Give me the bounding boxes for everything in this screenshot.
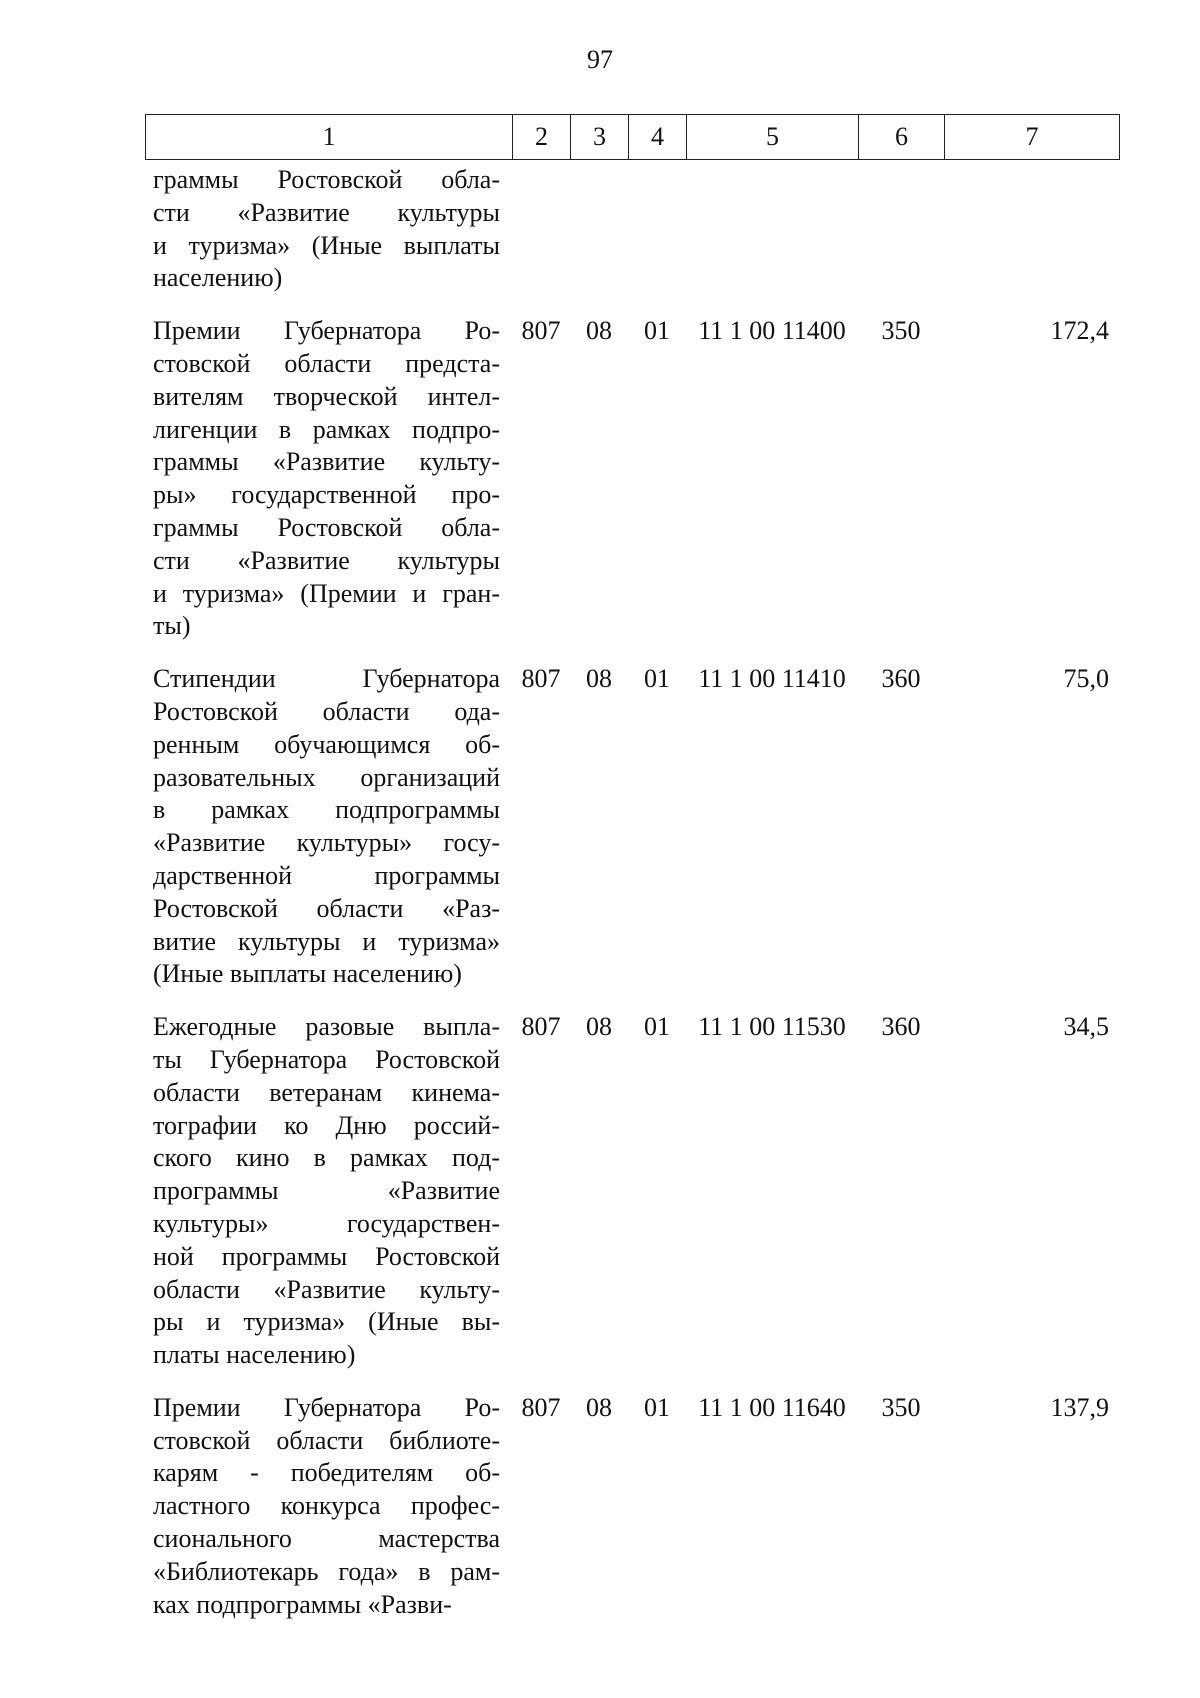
row-description xyxy=(145,164,500,295)
row-cell-c4: 01 xyxy=(644,1392,670,1422)
row-cell-c2: 807 xyxy=(521,316,561,346)
description-line: стовской области предста- xyxy=(153,348,500,378)
row-cell-c5: 11 1 00 11640 xyxy=(698,1392,846,1422)
header-col-6: 6 xyxy=(859,115,945,160)
description-line: программы «Развитие xyxy=(153,1176,500,1206)
row-cell-c6: 360 xyxy=(881,1012,921,1042)
description-line: и туризма» (Премии и гран- xyxy=(153,578,500,608)
row-cell-c3: 08 xyxy=(586,1012,612,1042)
header-col-7: 7 xyxy=(945,115,1120,160)
header-row xyxy=(146,115,1120,160)
description-line: ты) xyxy=(153,611,191,641)
description-line: ры и туризма» (Иные вы- xyxy=(153,1307,500,1337)
description-line: Ежегодные разовые выпла- xyxy=(153,1012,500,1042)
header-col-4: 4 xyxy=(629,115,687,160)
table-body xyxy=(145,164,1119,1641)
row-cell-c3: 08 xyxy=(586,664,612,694)
row-cell-c7: 34,5 xyxy=(1063,1012,1109,1042)
description-line: и туризма» (Иные выплаты xyxy=(153,230,500,260)
row-cell-c4: 01 xyxy=(644,1012,670,1042)
row-cell-c3: 08 xyxy=(586,1392,612,1422)
row-cell-c6: 350 xyxy=(881,316,921,346)
description-line: стовской области библиоте- xyxy=(153,1425,500,1455)
description-line: Ростовской области ода- xyxy=(153,696,500,726)
description-line: (Иные выплаты населению) xyxy=(153,959,462,989)
description-line: дарственной программы xyxy=(153,860,500,890)
description-line: тографии ко Дню россий- xyxy=(153,1110,500,1140)
row-cell-c4: 01 xyxy=(644,664,670,694)
page-number: 97 xyxy=(587,45,613,74)
description-line: в рамках подпрограммы xyxy=(153,795,500,825)
description-line: Стипендии Губернатора xyxy=(153,664,500,694)
table-row xyxy=(145,1392,1119,1622)
description-line: ренным обучающимся об- xyxy=(153,729,500,759)
row-cell-c3: 08 xyxy=(586,316,612,346)
header-col-2: 2 xyxy=(513,115,571,160)
description-line: Премии Губернатора Ро- xyxy=(153,316,500,346)
description-line: ках подпрограммы «Разви- xyxy=(153,1589,452,1619)
description-line: сти «Развитие культуры xyxy=(153,545,500,575)
row-cell-c7: 137,9 xyxy=(1050,1392,1109,1422)
table-row xyxy=(145,164,1119,295)
table-row xyxy=(145,663,1119,991)
row-cell-c2: 807 xyxy=(521,664,561,694)
description-line: Ростовской области «Раз- xyxy=(153,893,500,923)
description-line: Премии Губернатора Ро- xyxy=(153,1392,500,1422)
description-line: ты Губернатора Ростовской xyxy=(153,1044,500,1074)
table-row xyxy=(145,315,1119,643)
row-cell-c4: 01 xyxy=(644,316,670,346)
row-cell-c5: 11 1 00 11530 xyxy=(698,1012,846,1042)
description-line: населению) xyxy=(153,263,283,293)
description-line: ластного конкурса профес- xyxy=(153,1491,500,1521)
row-description xyxy=(145,1011,500,1372)
description-line: граммы «Развитие культу- xyxy=(153,447,500,477)
description-line: граммы Ростовской обла- xyxy=(153,512,500,542)
row-cell-c5: 11 1 00 11400 xyxy=(698,316,846,346)
table-header xyxy=(145,114,1120,160)
row-description xyxy=(145,663,500,991)
row-cell-c6: 350 xyxy=(881,1392,921,1422)
row-cell-c7: 172,4 xyxy=(1050,316,1109,346)
description-line: области «Развитие культу- xyxy=(153,1274,500,1304)
description-line: «Развитие культуры» госу- xyxy=(153,828,500,858)
description-line: сионального мастерства xyxy=(153,1524,500,1554)
description-line: разовательных организаций xyxy=(153,762,500,792)
row-cell-c6: 360 xyxy=(881,664,921,694)
description-line: граммы Ростовской обла- xyxy=(153,165,500,194)
row-description xyxy=(145,1392,500,1622)
description-line: витие культуры и туризма» xyxy=(153,926,500,956)
description-line: «Библиотекарь года» в рам- xyxy=(153,1556,500,1586)
description-line: ры» государственной про- xyxy=(153,480,500,510)
row-cell-c2: 807 xyxy=(521,1392,561,1422)
row-description xyxy=(145,315,500,643)
header-col-5: 5 xyxy=(687,115,859,160)
description-line: карям - победителям об- xyxy=(153,1458,500,1488)
row-cell-c5: 11 1 00 11410 xyxy=(698,664,846,694)
description-line: области ветеранам кинема- xyxy=(153,1077,500,1107)
description-line: ной программы Ростовской xyxy=(153,1241,500,1271)
description-line: лигенции в рамках подпро- xyxy=(153,414,500,444)
description-line: сти «Развитие культуры xyxy=(153,197,500,227)
header-col-1: 1 xyxy=(146,115,513,160)
description-line: ского кино в рамках под- xyxy=(153,1143,500,1173)
row-cell-c2: 807 xyxy=(521,1012,561,1042)
description-line: культуры» государствен- xyxy=(153,1208,500,1238)
description-line: платы населению) xyxy=(153,1340,356,1370)
row-cell-c7: 75,0 xyxy=(1063,664,1109,694)
table-row xyxy=(145,1011,1119,1372)
description-line: вителям творческой интел- xyxy=(153,381,500,411)
header-col-3: 3 xyxy=(571,115,629,160)
